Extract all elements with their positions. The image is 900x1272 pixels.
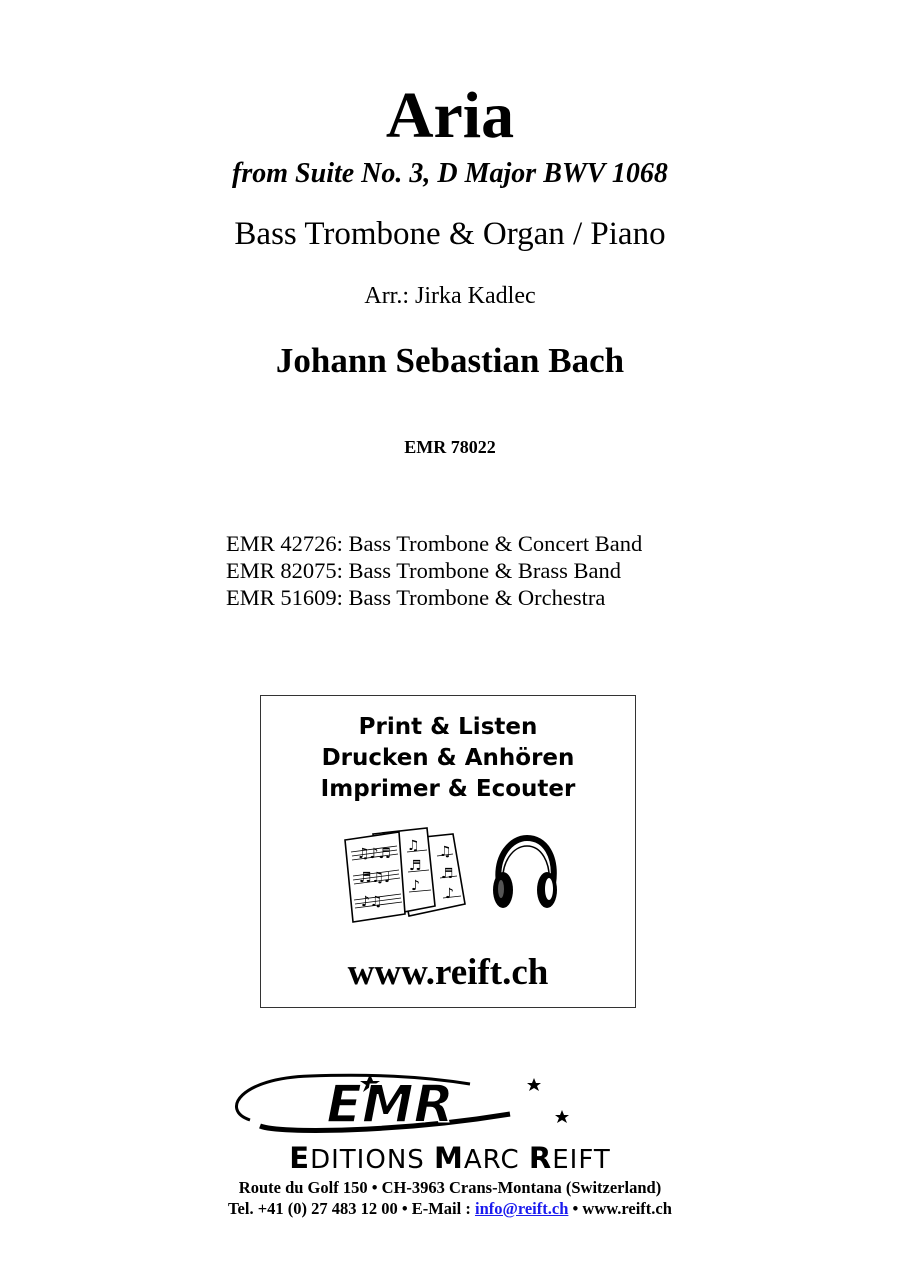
- svg-text:♫♪♬: ♫♪♬: [357, 846, 392, 862]
- svg-text:♬: ♬: [441, 866, 454, 882]
- promo-url: www.reift.ch: [347, 952, 549, 993]
- publisher-contact: Tel. +41 (0) 27 483 12 00 • E-Mail : info@reift.ch • www.reift.ch: [228, 1199, 672, 1218]
- instrumentation: Bass Trombone & Organ / Piano: [234, 216, 666, 252]
- sheet-music-icon: [343, 826, 469, 926]
- title: Aria: [385, 79, 515, 152]
- promo-line-fr: Imprimer & Ecouter: [320, 776, 576, 802]
- svg-text:♫: ♫: [439, 844, 452, 860]
- publisher-address: Route du Golf 150 • CH-3963 Crans-Montana (Switzerland): [238, 1178, 662, 1197]
- svg-text:♪: ♪: [411, 878, 420, 894]
- svg-text:♪♫: ♪♫: [361, 894, 383, 910]
- svg-text:♬: ♬: [409, 858, 422, 874]
- svg-text:♬♫♩: ♬♫♩: [359, 870, 391, 886]
- print-listen-box: [260, 695, 636, 1008]
- publisher-name: EDITIONS MARC REIFT: [289, 1141, 611, 1175]
- svg-text:♫: ♫: [407, 838, 420, 854]
- version-item: EMR 82075: Bass Trombone & Brass Band: [226, 558, 622, 583]
- version-item: EMR 51609: Bass Trombone & Orchestra: [226, 585, 606, 610]
- composer: Johann Sebastian Bach: [275, 341, 625, 380]
- svg-text:♪: ♪: [445, 886, 454, 902]
- promo-line-de: Drucken & Anhören: [321, 745, 575, 771]
- subtitle: from Suite No. 3, D Major BWV 1068: [232, 158, 668, 189]
- other-versions-list: [226, 530, 642, 611]
- version-item: EMR 42726: Bass Trombone & Concert Band: [226, 531, 643, 556]
- promo-line-en: Print & Listen: [358, 714, 538, 740]
- svg-text:EMR: EMR: [326, 1075, 454, 1135]
- headphones-icon: [489, 834, 561, 914]
- arranger: Arr.: Jirka Kadlec: [364, 283, 536, 309]
- email-link[interactable]: info@reift.ch: [474, 1199, 569, 1218]
- emr-logo: [220, 1070, 580, 1140]
- catalog-number: EMR 78022: [404, 437, 496, 457]
